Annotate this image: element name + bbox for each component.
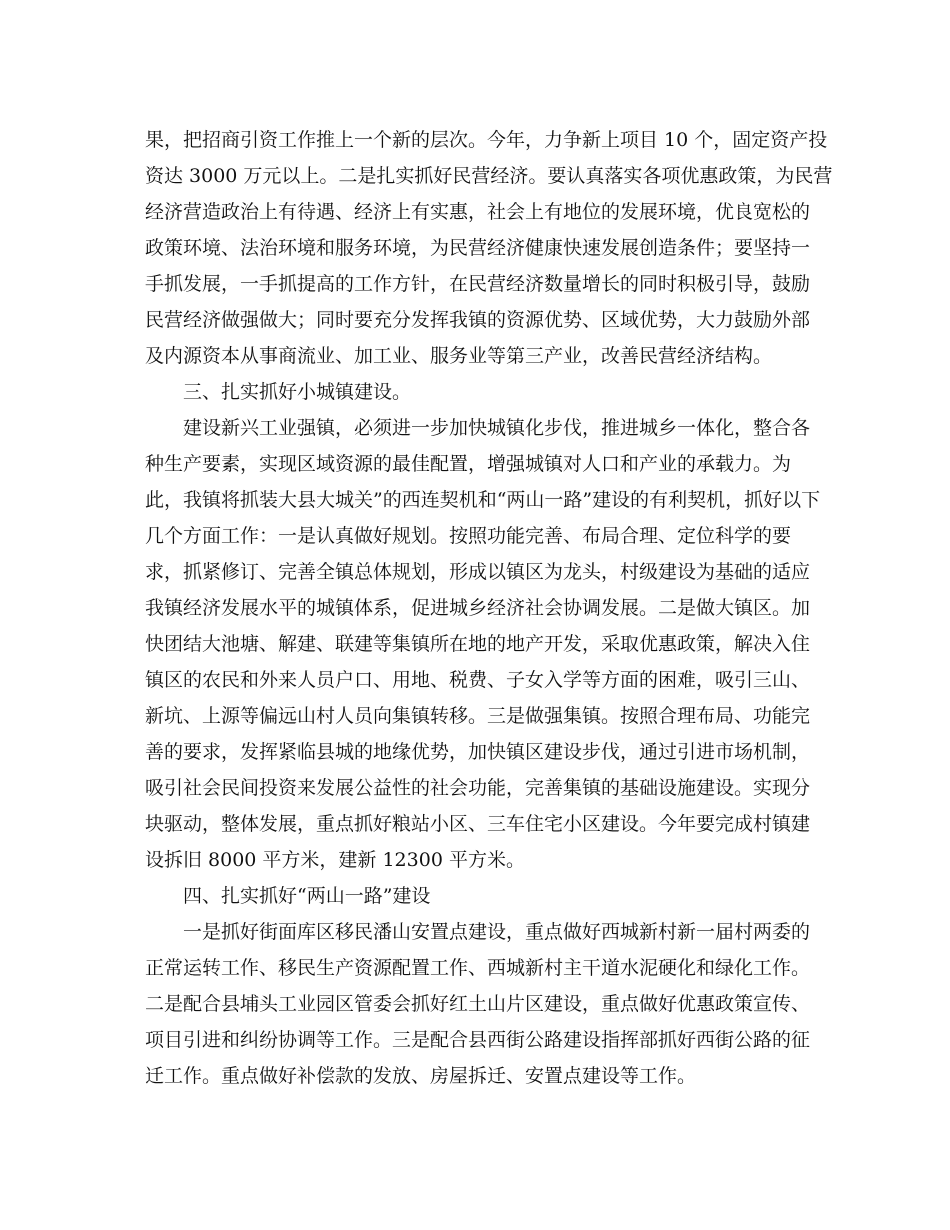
- text-line-24: 正常运转工作、移民生产资源配置工作、西城新村主干道水泥硬化和绿化工作。: [145, 957, 811, 979]
- text-line-16: 镇区的农民和外来人员户口、用地、税费、子女入学等方面的困难，吸引三山、: [145, 669, 811, 691]
- text-line-27: 迁工作。重点做好补偿款的发放、房屋拆迁、安置点建设等工作。: [145, 1065, 697, 1087]
- text-line-19: 吸引社会民间投资来发展公益性的社会功能，完善集镇的基础设施建设。实现分: [145, 777, 811, 799]
- text-line-5: 手抓发展，一手抓提高的工作方针，在民营经济数量增长的同时积极引导，鼓励: [145, 273, 811, 295]
- text-line-25: 二是配合县埔头工业园区管委会抓好红土山片区建设，重点做好优惠政策宣传、: [145, 993, 811, 1015]
- text-line-17: 新坑、上源等偏远山村人员向集镇转移。三是做强集镇。按照合理布局、功能完: [145, 705, 811, 727]
- text-line-14: 我镇经济发展水平的城镇体系，促进城乡经济社会协调发展。二是做大镇区。加: [145, 597, 811, 619]
- text-line-13: 求，抓紧修订、完善全镇总体规划，形成以镇区为龙头，村级建设为基础的适应: [145, 561, 811, 583]
- text-line-20: 块驱动，整体发展，重点抓好粮站小区、三车住宅小区建设。今年要完成村镇建: [145, 813, 811, 835]
- text-line-15: 快团结大池塘、解建、联建等集镇所在地的地产开发，采取优惠政策，解决入住: [145, 633, 811, 655]
- text-line-11: 此，我镇将抓装大县大城关”的西连契机和“两山一路”建设的有利契机，抓好以下: [145, 489, 821, 511]
- text-line-4: 政策环境、法治环境和服务环境，为民营经济健康快速发展创造条件；要坚持一: [145, 237, 811, 259]
- text-line-6: 民营经济做强做大；同时要充分发挥我镇的资源优势、区域优势，大力鼓励外部: [145, 309, 811, 331]
- section-heading-3: 三、扎实抓好小城镇建设。: [183, 381, 412, 403]
- text-line-7: 及内源资本从事商流业、加工业、服务业等第三产业，改善民营经济结构。: [145, 345, 773, 367]
- text-line-1: 果，把招商引资工作推上一个新的层次。今年，力争新上项目 10 个，固定资产投: [145, 129, 828, 151]
- text-line-26: 项目引进和纠纷协调等工作。三是配合县西街公路建设指挥部抓好西街公路的征: [145, 1029, 811, 1051]
- text-line-21: 设拆旧 8000 平方米，建新 12300 平方米。: [145, 849, 525, 871]
- text-line-3: 经济营造政治上有待遇、经济上有实惠，社会上有地位的发展环境，优良宽松的: [145, 201, 811, 223]
- text-line-10: 种生产要素，实现区域资源的最佳配置，增强城镇对人口和产业的承载力。为: [145, 453, 792, 475]
- section-heading-4: 四、扎实抓好“两山一路”建设: [183, 885, 431, 907]
- text-line-9: 建设新兴工业强镇，必须进一步加快城镇化步伐，推进城乡一体化，整合各: [183, 417, 811, 439]
- text-line-12: 几个方面工作：一是认真做好规划。按照功能完善、布局合理、定位科学的要: [145, 525, 792, 547]
- text-line-2: 资达 3000 万元以上。二是扎实抓好民营经济。要认真落实各项优惠政策，为民营: [145, 165, 833, 187]
- text-line-23: 一是抓好街面库区移民潘山安置点建设，重点做好西城新村新一届村两委的: [183, 921, 811, 943]
- text-line-18: 善的要求，发挥紧临县城的地缘优势，加快镇区建设步伐，通过引进市场机制，: [145, 741, 811, 763]
